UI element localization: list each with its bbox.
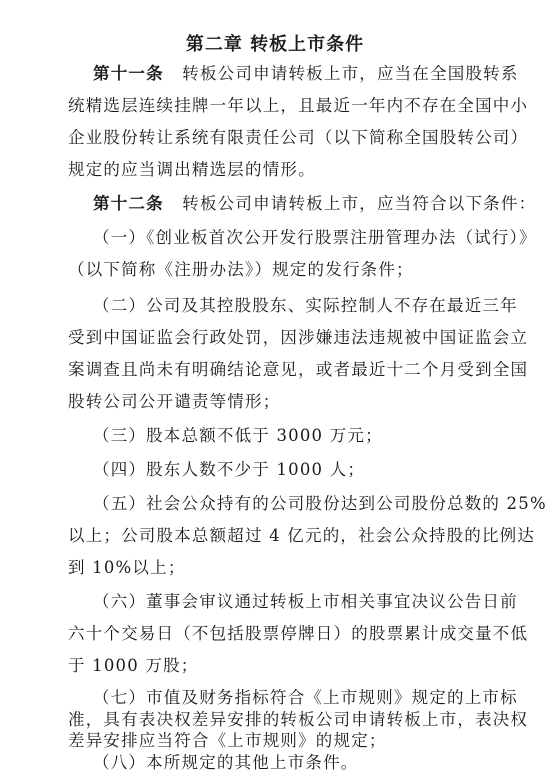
item-4-line-1: （四）股东人数不少于 1000 人；: [93, 460, 366, 479]
article-11-line-1: [93, 64, 519, 84]
article-12-line-1: [93, 194, 536, 214]
item-7-line-1: （七）市值及财务指标符合《上市规则》规定的上市标: [93, 688, 518, 707]
item-1-line-1: （一）《创业板首次公开发行股票注册管理办法（试行）》: [93, 228, 537, 247]
item-1-line-2: （以下简称《注册办法》）规定的发行条件；: [68, 260, 414, 279]
item-5-line-1: （五）社会公众持有的公司股份达到公司股份总数的 25%: [93, 494, 547, 513]
item-6-line-1: （六）董事会审议通过转板上市相关事宜决议公告日前: [93, 592, 518, 611]
item-8-line-1: （八）本所规定的其他上市条件。: [93, 753, 359, 772]
item-2-line-2: 受到中国证监会行政处罚，因涉嫌违法违规被中国证监会立: [68, 328, 529, 347]
item-2-line-3: 案调查且尚未有明确结论意见，或者最近十二个月受到全国: [68, 360, 529, 379]
item-6-line-2: 六十个交易日（不包括股票停牌日）的股票累计成交量不低: [68, 624, 529, 643]
article-11-label: 第十一条: [93, 64, 164, 83]
item-3-line-1: （三）股本总额不低于 3000 万元；: [93, 426, 383, 445]
article-11-line-4: 规定的应当调出精选层的情形。: [68, 160, 316, 179]
item-6-line-3: 于 1000 万股；: [68, 656, 199, 675]
item-7-line-3: 差异安排应当符合《上市规则》的规定；: [68, 731, 387, 750]
article-12-label: 第十二条: [93, 194, 164, 213]
chapter-title: 第二章 转板上市条件: [185, 34, 365, 55]
article-11-line-3: 企业股份转让系统有限责任公司（以下简称全国股转公司）: [68, 128, 529, 147]
article-11-text: 转板公司申请转板上市，应当在全国股转系: [182, 64, 519, 83]
item-7-line-2: 准，具有表决权差异安排的转板公司申请转板上市，表决权: [68, 710, 529, 729]
item-2-line-1: （二）公司及其控股股东、实际控制人不存在最近三年: [93, 296, 518, 315]
article-12-lead: 转板公司申请转板上市，应当符合以下条件：: [182, 194, 537, 213]
item-2-line-4: 股转公司公开谴责等情形；: [68, 392, 281, 411]
item-5-line-2: 以上；公司股本总额超过 4 亿元的，社会公众持股的比例达: [68, 526, 536, 545]
item-5-line-3: 到 10%以上；: [68, 558, 186, 577]
article-11-line-2: 统精选层连续挂牌一年以上，且最近一年内不存在全国中小: [68, 96, 529, 115]
